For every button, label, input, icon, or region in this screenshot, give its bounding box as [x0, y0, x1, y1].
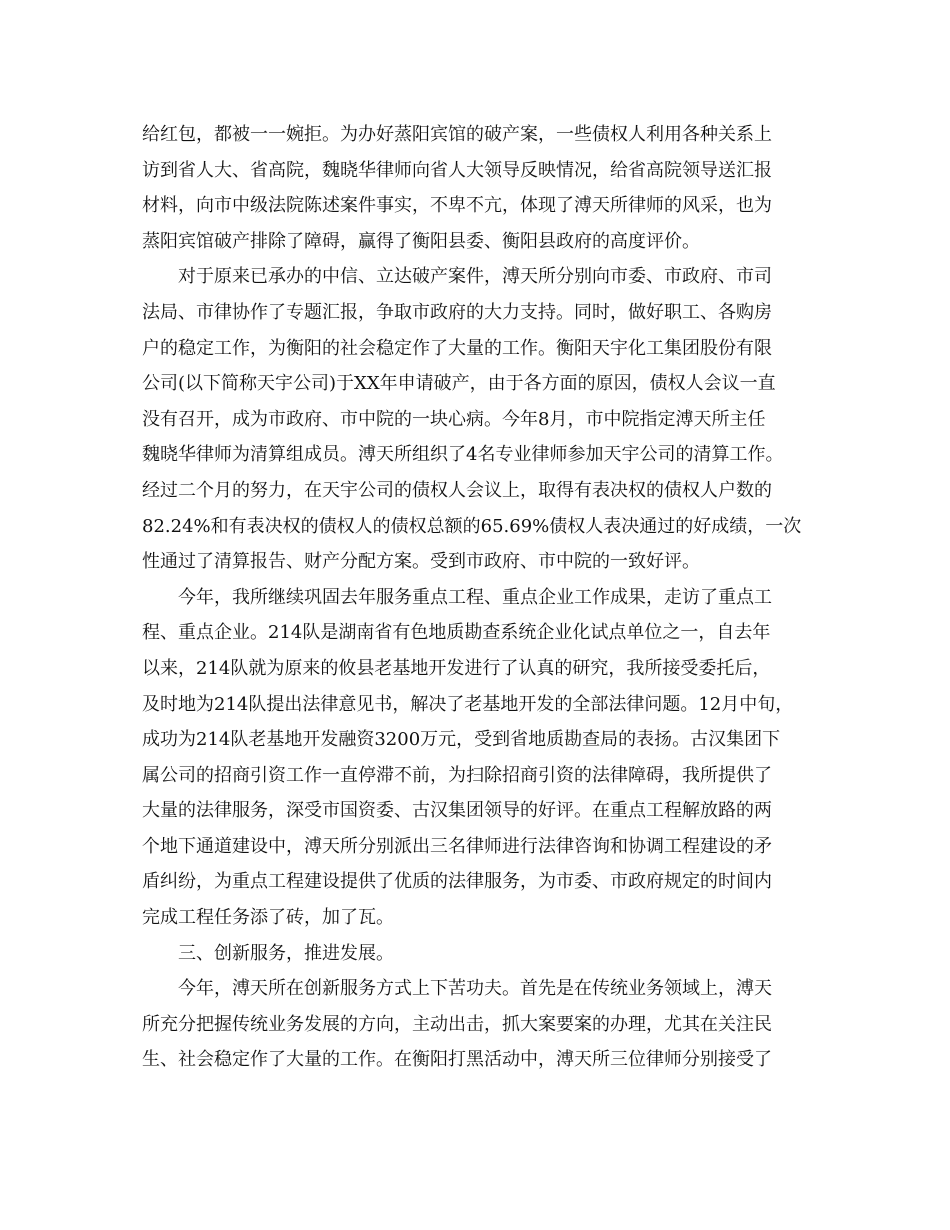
text-line: 生、社会稳定作了大量的工作。在衡阳打黑活动中，溥天所三位律师分别接受了: [142, 1049, 772, 1071]
text-line: 及时地为214队提出法律意见书，解决了老基地开发的全部法律问题。12月中旬，: [142, 693, 794, 715]
text-line: 盾纠纷，为重点工程建设提供了优质的法律服务，为市委、市政府规定的时间内: [142, 871, 772, 893]
text-line: 以来，214队就为原来的攸县老基地开发进行了认真的研究，我所接受委托后，: [142, 657, 771, 679]
text-line: 性通过了清算报告、财产分配方案。受到市政府、市中院的一致好评。: [142, 551, 700, 573]
text-line: 法局、市律协作了专题汇报，争取市政府的大力支持。同时，做好职工、各购房: [142, 301, 772, 323]
text-line: 程、重点企业。214队是湖南省有色地质勘查系统企业化试点单位之一，自去年: [142, 622, 771, 644]
text-line: 给红包，都被一一婉拒。为办好蒸阳宾馆的破产案，一些债权人利用各种关系上: [142, 124, 772, 145]
text-line: 材料，向市中级法院陈述案件事实，不卑不亢，体现了溥天所律师的风采，也为: [142, 195, 772, 217]
text-line: 82.24%和有表决权的债权人的债权总额的65.69%债权人表决通过的好成绩，一次: [142, 515, 802, 537]
paragraph-first-line: 对于原来已承办的中信、立达破产案件，溥天所分别向市委、市政府、市司: [178, 266, 772, 288]
paragraph-first-line: 今年，我所继续巩固去年服务重点工程、重点企业工作成果，走访了重点工: [178, 586, 772, 608]
paragraph-first-line: 今年，溥天所在创新服务方式上下苦功夫。首先是在传统业务领域上，溥天: [178, 978, 772, 1000]
text-line: 个地下通道建设中，溥天所分别派出三名律师进行法律咨询和协调工程建设的矛: [142, 835, 772, 857]
text-line: 属公司的招商引资工作一直停滞不前，为扫除招商引资的法律障碍，我所提供了: [142, 764, 772, 786]
text-line: 完成工程任务添了砖，加了瓦。: [142, 907, 394, 929]
text-line: 户的稳定工作，为衡阳的社会稳定作了大量的工作。衡阳天宇化工集团股份有限: [142, 337, 772, 359]
text-line: 大量的法律服务，深受市国资委、古汉集团领导的好评。在重点工程解放路的两: [142, 800, 772, 822]
paragraph-first-line: 三、创新服务，推进发展。: [178, 942, 394, 964]
text-line: 没有召开，成为市政府、市中院的一块心病。今年8月，市中院指定溥天所主任: [142, 408, 766, 430]
text-line: 经过二个月的努力，在天宇公司的债权人会议上，取得有表决权的债权人户数的: [142, 479, 772, 501]
text-line: 成功为214队老基地开发融资3200万元，受到省地质勘查局的表扬。古汉集团下: [142, 729, 781, 751]
text-line: 所充分把握传统业务发展的方向，主动出击，抓大案要案的办理，尤其在关注民: [142, 1013, 772, 1035]
text-line: 访到省人大、省高院，魏晓华律师向省人大领导反映情况，给省高院领导送汇报: [142, 159, 772, 181]
text-line: 魏晓华律师为清算组成员。溥天所组织了4名专业律师参加天宇公司的清算工作。: [142, 444, 784, 466]
text-line: 蒸阳宾馆破产排除了障碍，赢得了衡阳县委、衡阳县政府的高度评价。: [142, 230, 700, 252]
text-line: 公司(以下简称天宇公司)于XX年申请破产，由于各方面的原因，债权人会议一直: [142, 373, 776, 395]
document-body: [142, 117, 807, 1078]
